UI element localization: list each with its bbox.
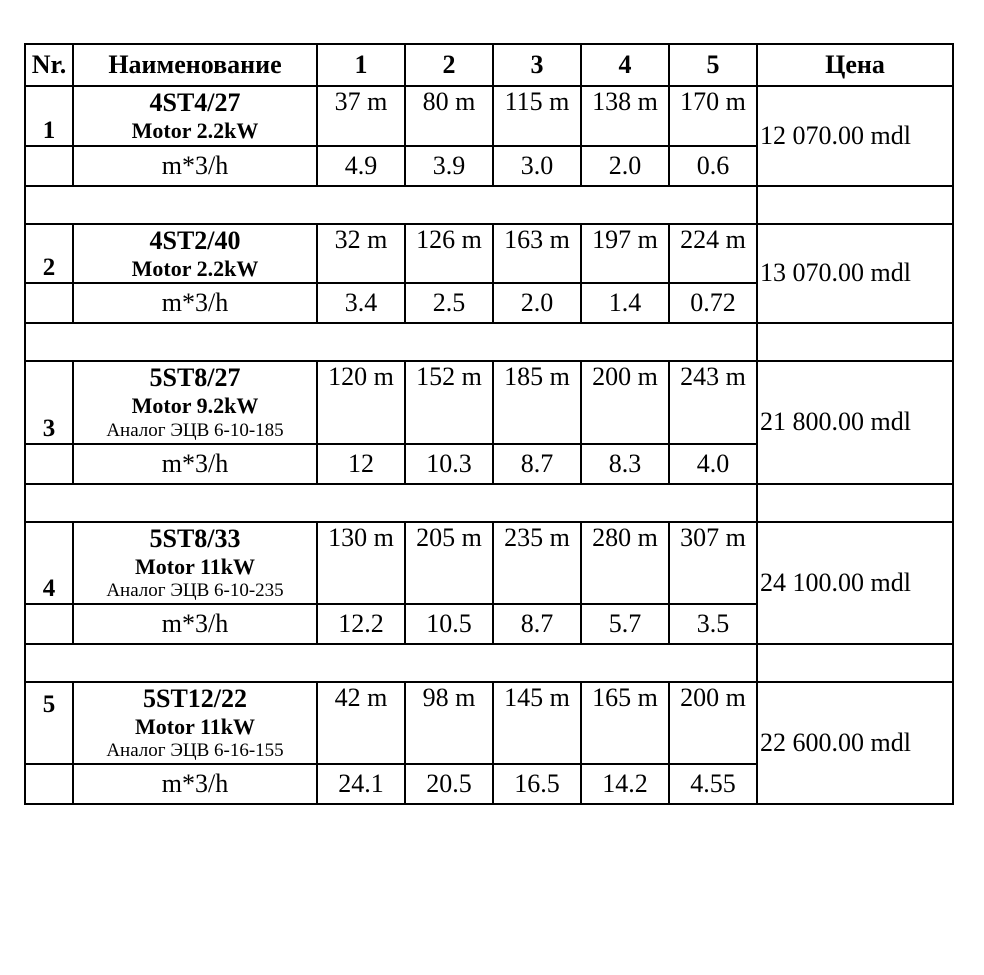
flow-value: 0.72 <box>669 283 757 323</box>
price-cell: 12 070.00 mdl <box>757 86 953 186</box>
product-motor: Motor 11kW <box>135 714 255 740</box>
row-number: 1 <box>25 86 73 146</box>
product-model: 4ST2/40 <box>149 225 241 255</box>
spacer-price-cell <box>757 323 953 361</box>
flow-value: 2.0 <box>493 283 581 323</box>
product-model: 5ST12/22 <box>142 683 248 713</box>
flow-value: 12.2 <box>317 604 405 644</box>
header-name: Наименование <box>73 44 317 86</box>
product-analog: Аналог ЭЦВ 6-10-185 <box>106 419 284 441</box>
flow-unit-label: m*3/h <box>73 764 317 804</box>
flow-value: 3.9 <box>405 146 493 186</box>
empty-cell <box>25 764 73 804</box>
head-value: 126 m <box>405 224 493 284</box>
spacer-row <box>25 323 953 361</box>
product-motor: Motor 2.2kW <box>131 255 259 281</box>
flow-value: 5.7 <box>581 604 669 644</box>
spacer-price-cell <box>757 484 953 522</box>
empty-cell <box>25 604 73 644</box>
head-value: 280 m <box>581 522 669 604</box>
flow-value: 20.5 <box>405 764 493 804</box>
head-value: 170 m <box>669 86 757 146</box>
head-value: 307 m <box>669 522 757 604</box>
flow-value: 4.9 <box>317 146 405 186</box>
price-cell: 21 800.00 mdl <box>757 361 953 483</box>
product-name-cell <box>73 522 317 604</box>
flow-value: 3.4 <box>317 283 405 323</box>
table-row <box>25 682 953 764</box>
head-value: 235 m <box>493 522 581 604</box>
table-row <box>25 522 953 604</box>
head-value: 145 m <box>493 682 581 764</box>
head-value: 200 m <box>669 682 757 764</box>
header-point-2: 2 <box>405 44 493 86</box>
spacer-row <box>25 644 953 682</box>
flow-unit-label: m*3/h <box>73 146 317 186</box>
price-cell: 13 070.00 mdl <box>757 224 953 324</box>
product-motor: Motor 11kW <box>135 553 255 579</box>
head-value: 80 m <box>405 86 493 146</box>
spacer-price-cell <box>757 644 953 682</box>
head-value: 205 m <box>405 522 493 604</box>
table-row <box>25 224 953 284</box>
head-value: 163 m <box>493 224 581 284</box>
head-value: 152 m <box>405 361 493 443</box>
empty-cell <box>25 146 73 186</box>
product-analog: Аналог ЭЦВ 6-10-235 <box>106 580 284 602</box>
flow-value: 0.6 <box>669 146 757 186</box>
flow-value: 8.7 <box>493 604 581 644</box>
flow-value: 16.5 <box>493 764 581 804</box>
header-row <box>25 44 953 86</box>
flow-value: 1.4 <box>581 283 669 323</box>
spacer-row <box>25 186 953 224</box>
price-cell: 24 100.00 mdl <box>757 522 953 644</box>
head-value: 42 m <box>317 682 405 764</box>
spacer-cell <box>25 186 757 224</box>
empty-cell <box>25 444 73 484</box>
head-value: 115 m <box>493 86 581 146</box>
head-value: 98 m <box>405 682 493 764</box>
row-number: 4 <box>25 522 73 604</box>
header-point-5: 5 <box>669 44 757 86</box>
spacer-row <box>25 484 953 522</box>
row-number: 5 <box>25 682 73 764</box>
spacer-cell <box>25 644 757 682</box>
flow-value: 10.5 <box>405 604 493 644</box>
table-body <box>25 86 953 804</box>
flow-value: 10.3 <box>405 444 493 484</box>
flow-unit-label: m*3/h <box>73 283 317 323</box>
product-name-cell <box>73 361 317 443</box>
table-row <box>25 361 953 443</box>
header-point-1: 1 <box>317 44 405 86</box>
pump-price-table <box>24 43 954 805</box>
flow-unit-label: m*3/h <box>73 604 317 644</box>
flow-value: 4.0 <box>669 444 757 484</box>
head-value: 197 m <box>581 224 669 284</box>
head-value: 200 m <box>581 361 669 443</box>
product-motor: Motor 9.2kW <box>131 393 259 419</box>
flow-value: 2.5 <box>405 283 493 323</box>
empty-cell <box>25 283 73 323</box>
header-point-4: 4 <box>581 44 669 86</box>
head-value: 243 m <box>669 361 757 443</box>
head-value: 224 m <box>669 224 757 284</box>
head-value: 130 m <box>317 522 405 604</box>
row-number: 3 <box>25 361 73 443</box>
product-name-cell <box>73 86 317 146</box>
flow-value: 3.0 <box>493 146 581 186</box>
flow-value: 8.3 <box>581 444 669 484</box>
header-nr: Nr. <box>25 44 73 86</box>
flow-unit-label: m*3/h <box>73 444 317 484</box>
product-name-cell <box>73 682 317 764</box>
row-number: 2 <box>25 224 73 284</box>
header-price: Цена <box>757 44 953 86</box>
product-model: 5ST8/33 <box>149 523 241 553</box>
head-value: 32 m <box>317 224 405 284</box>
spacer-cell <box>25 484 757 522</box>
product-analog: Аналог ЭЦВ 6-16-155 <box>106 740 284 762</box>
product-model: 4ST4/27 <box>149 88 241 117</box>
flow-value: 24.1 <box>317 764 405 804</box>
spacer-cell <box>25 323 757 361</box>
header-point-3: 3 <box>493 44 581 86</box>
spacer-price-cell <box>757 186 953 224</box>
flow-value: 4.55 <box>669 764 757 804</box>
price-cell: 22 600.00 mdl <box>757 682 953 804</box>
flow-value: 2.0 <box>581 146 669 186</box>
product-motor: Motor 2.2kW <box>131 118 259 144</box>
head-value: 165 m <box>581 682 669 764</box>
flow-value: 8.7 <box>493 444 581 484</box>
flow-value: 14.2 <box>581 764 669 804</box>
product-name-cell <box>73 224 317 284</box>
table-row <box>25 86 953 146</box>
head-value: 120 m <box>317 361 405 443</box>
flow-value: 3.5 <box>669 604 757 644</box>
head-value: 138 m <box>581 86 669 146</box>
product-model: 5ST8/27 <box>149 363 241 393</box>
head-value: 185 m <box>493 361 581 443</box>
flow-value: 12 <box>317 444 405 484</box>
head-value: 37 m <box>317 86 405 146</box>
